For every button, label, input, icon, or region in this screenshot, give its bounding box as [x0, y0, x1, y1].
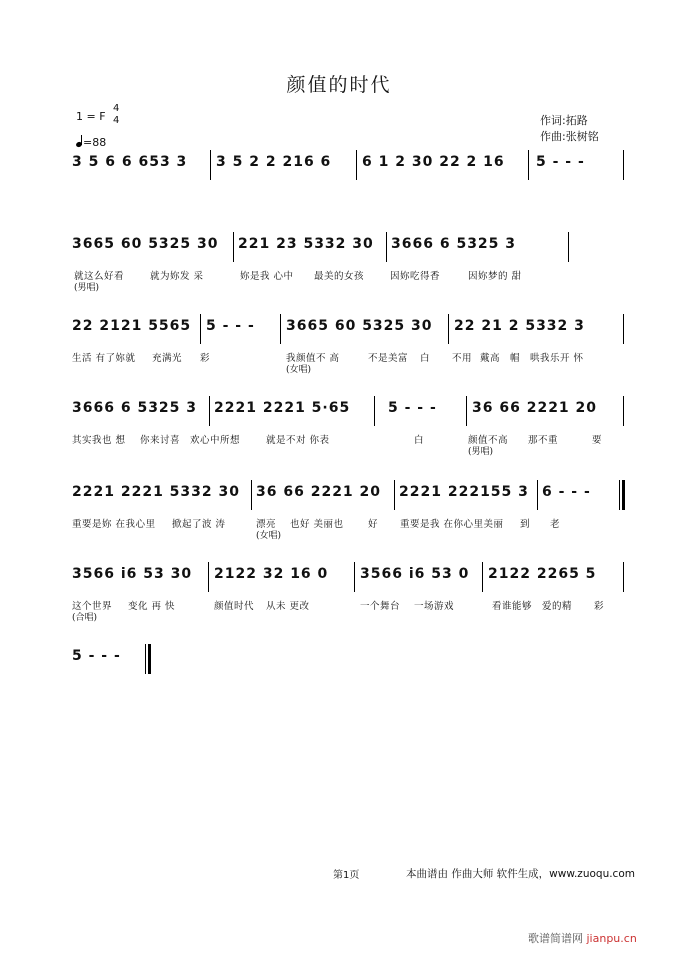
lyric: 到	[520, 519, 531, 530]
measure: 6 - - -	[542, 484, 591, 500]
lyric: 漂亮	[256, 519, 277, 530]
measure: 3 5 2 2 216 6	[216, 154, 332, 170]
lyric: 其实我也 想	[72, 435, 126, 446]
measure: 5 - - -	[388, 400, 437, 416]
lyric: 重要是我 在你心里美丽	[400, 519, 504, 530]
measure: 36 66 2221 20	[472, 400, 598, 416]
measure: 2122 32 16 0	[214, 566, 329, 582]
lyric: 不用	[452, 353, 473, 364]
barline	[623, 562, 624, 592]
lyric: 掀起了波 涛	[172, 519, 226, 530]
lyric: 变化 再 快	[128, 601, 176, 612]
lyric: 就为妳发 采	[150, 271, 204, 282]
voice-tag: (合唱)	[72, 613, 98, 623]
site-watermark	[528, 930, 637, 946]
notation-line	[68, 396, 628, 426]
lyric: 彩	[594, 601, 605, 612]
lyric: 戴高	[480, 353, 501, 364]
measure: 3665 60 5325 30	[286, 318, 433, 334]
barline	[482, 562, 483, 592]
lyric: 哄我乐开 怀	[530, 353, 584, 364]
lyric: 颜值不高	[468, 435, 509, 446]
page-number: 第1页	[333, 870, 360, 881]
measure: 3566 i6 53 0	[360, 566, 470, 582]
lyric: 一场游戏	[414, 601, 455, 612]
measure: 3666 6 5325 3	[72, 400, 198, 416]
quarter-note-icon	[75, 141, 82, 148]
lyric: 那不重	[528, 435, 559, 446]
end-barline	[622, 480, 625, 510]
lyric: 白	[414, 435, 425, 446]
lyric: 最美的女孩	[314, 271, 365, 282]
lyric: 看谁能够	[492, 601, 533, 612]
lyric: 这个世界	[72, 601, 113, 612]
barline	[145, 644, 146, 674]
measure: 22 2121 5565	[72, 318, 192, 334]
barline	[374, 396, 375, 426]
lyric: 要	[592, 435, 603, 446]
lyric: 因妳梦的 甜	[468, 271, 522, 282]
measure: 2122 2265 5	[488, 566, 597, 582]
barline	[623, 314, 624, 344]
lyricist-credit: 作词:拓路	[540, 114, 588, 127]
composer-credit: 作曲:张树铭	[540, 130, 599, 143]
voice-tag: (女唱)	[256, 531, 282, 541]
measure: 5 - - -	[206, 318, 255, 334]
measure: 22 21 2 5332 3	[454, 318, 585, 334]
tempo-marking	[76, 135, 106, 149]
barline	[623, 396, 624, 426]
voice-tag: (女唱)	[286, 365, 312, 375]
barline	[466, 396, 467, 426]
notation-line	[68, 314, 628, 344]
barline	[280, 314, 281, 344]
barline	[209, 396, 210, 426]
measure: 36 66 2221 20	[256, 484, 382, 500]
meter-top: 4	[113, 103, 120, 114]
measure: 2221 222155 3	[399, 484, 529, 500]
measure: 5 - - -	[72, 648, 121, 664]
measure: 221 23 5332 30	[238, 236, 374, 252]
barline	[386, 232, 387, 262]
end-barline	[148, 644, 151, 674]
lyric: 一个舞台	[360, 601, 401, 612]
lyric: 也好 美丽也	[290, 519, 344, 530]
voice-tag: (男唱)	[468, 447, 494, 457]
lyric: 重要是妳 在我心里	[72, 519, 156, 530]
lyric: 从未 更改	[266, 601, 310, 612]
lyric: 帽	[510, 353, 521, 364]
lyric: 彩	[200, 353, 211, 364]
lyric: 充满光	[152, 353, 183, 364]
time-signature	[113, 103, 119, 127]
barline	[623, 150, 624, 180]
measure: 5 - - -	[536, 154, 585, 170]
barline	[200, 314, 201, 344]
lyric: 好	[368, 519, 379, 530]
notation-line	[68, 644, 628, 674]
lyric: 就是不对 你表	[266, 435, 330, 446]
score-title: 颜值的时代	[286, 74, 392, 96]
measure: 3665 60 5325 30	[72, 236, 219, 252]
lyric: 颜值时代	[214, 601, 255, 612]
measure: 2221 2221 5·65	[214, 400, 351, 416]
lyric: 白	[420, 353, 431, 364]
measure: 3566 i6 53 30	[72, 566, 193, 582]
barline	[619, 480, 620, 510]
measure: 3666 6 5325 3	[391, 236, 517, 252]
barline	[208, 562, 209, 592]
barline	[354, 562, 355, 592]
barline	[568, 232, 569, 262]
lyric: 你来讨喜	[140, 435, 181, 446]
lyric: 因妳吃得香	[390, 271, 441, 282]
notation-line	[68, 232, 628, 262]
notation-line	[68, 562, 628, 592]
key-signature: 1 = F	[76, 110, 106, 123]
lyric: 我颜值不 高	[286, 353, 340, 364]
barline	[394, 480, 395, 510]
watermark-site: 歌谱简谱网	[528, 932, 583, 945]
voice-tag: (男唱)	[74, 283, 100, 293]
barline	[210, 150, 211, 180]
lyric: 妳是我 心中	[240, 271, 294, 282]
notation-line	[68, 480, 628, 510]
barline	[537, 480, 538, 510]
measure: 2221 2221 5332 30	[72, 484, 240, 500]
barline	[251, 480, 252, 510]
barline	[233, 232, 234, 262]
lyric: 不是美富	[368, 353, 409, 364]
lyric: 老	[550, 519, 561, 530]
notation-line	[68, 150, 628, 180]
tempo-value: =88	[83, 136, 107, 149]
measure: 6 1 2 30 22 2 16	[362, 154, 505, 170]
barline	[528, 150, 529, 180]
barline	[356, 150, 357, 180]
lyric: 就这么好看	[74, 271, 125, 282]
lyric: 生活 有了妳就	[72, 353, 136, 364]
lyric: 欢心中所想	[190, 435, 241, 446]
measure: 3 5 6 6 653 3	[72, 154, 188, 170]
barline	[448, 314, 449, 344]
generator-credit: 本曲谱由 作曲大师 软件生成，www.zuoqu.com	[406, 868, 635, 880]
meter-bottom: 4	[113, 115, 120, 126]
lyric: 爱的精	[542, 601, 573, 612]
watermark-domain: jianpu.cn	[586, 932, 637, 945]
